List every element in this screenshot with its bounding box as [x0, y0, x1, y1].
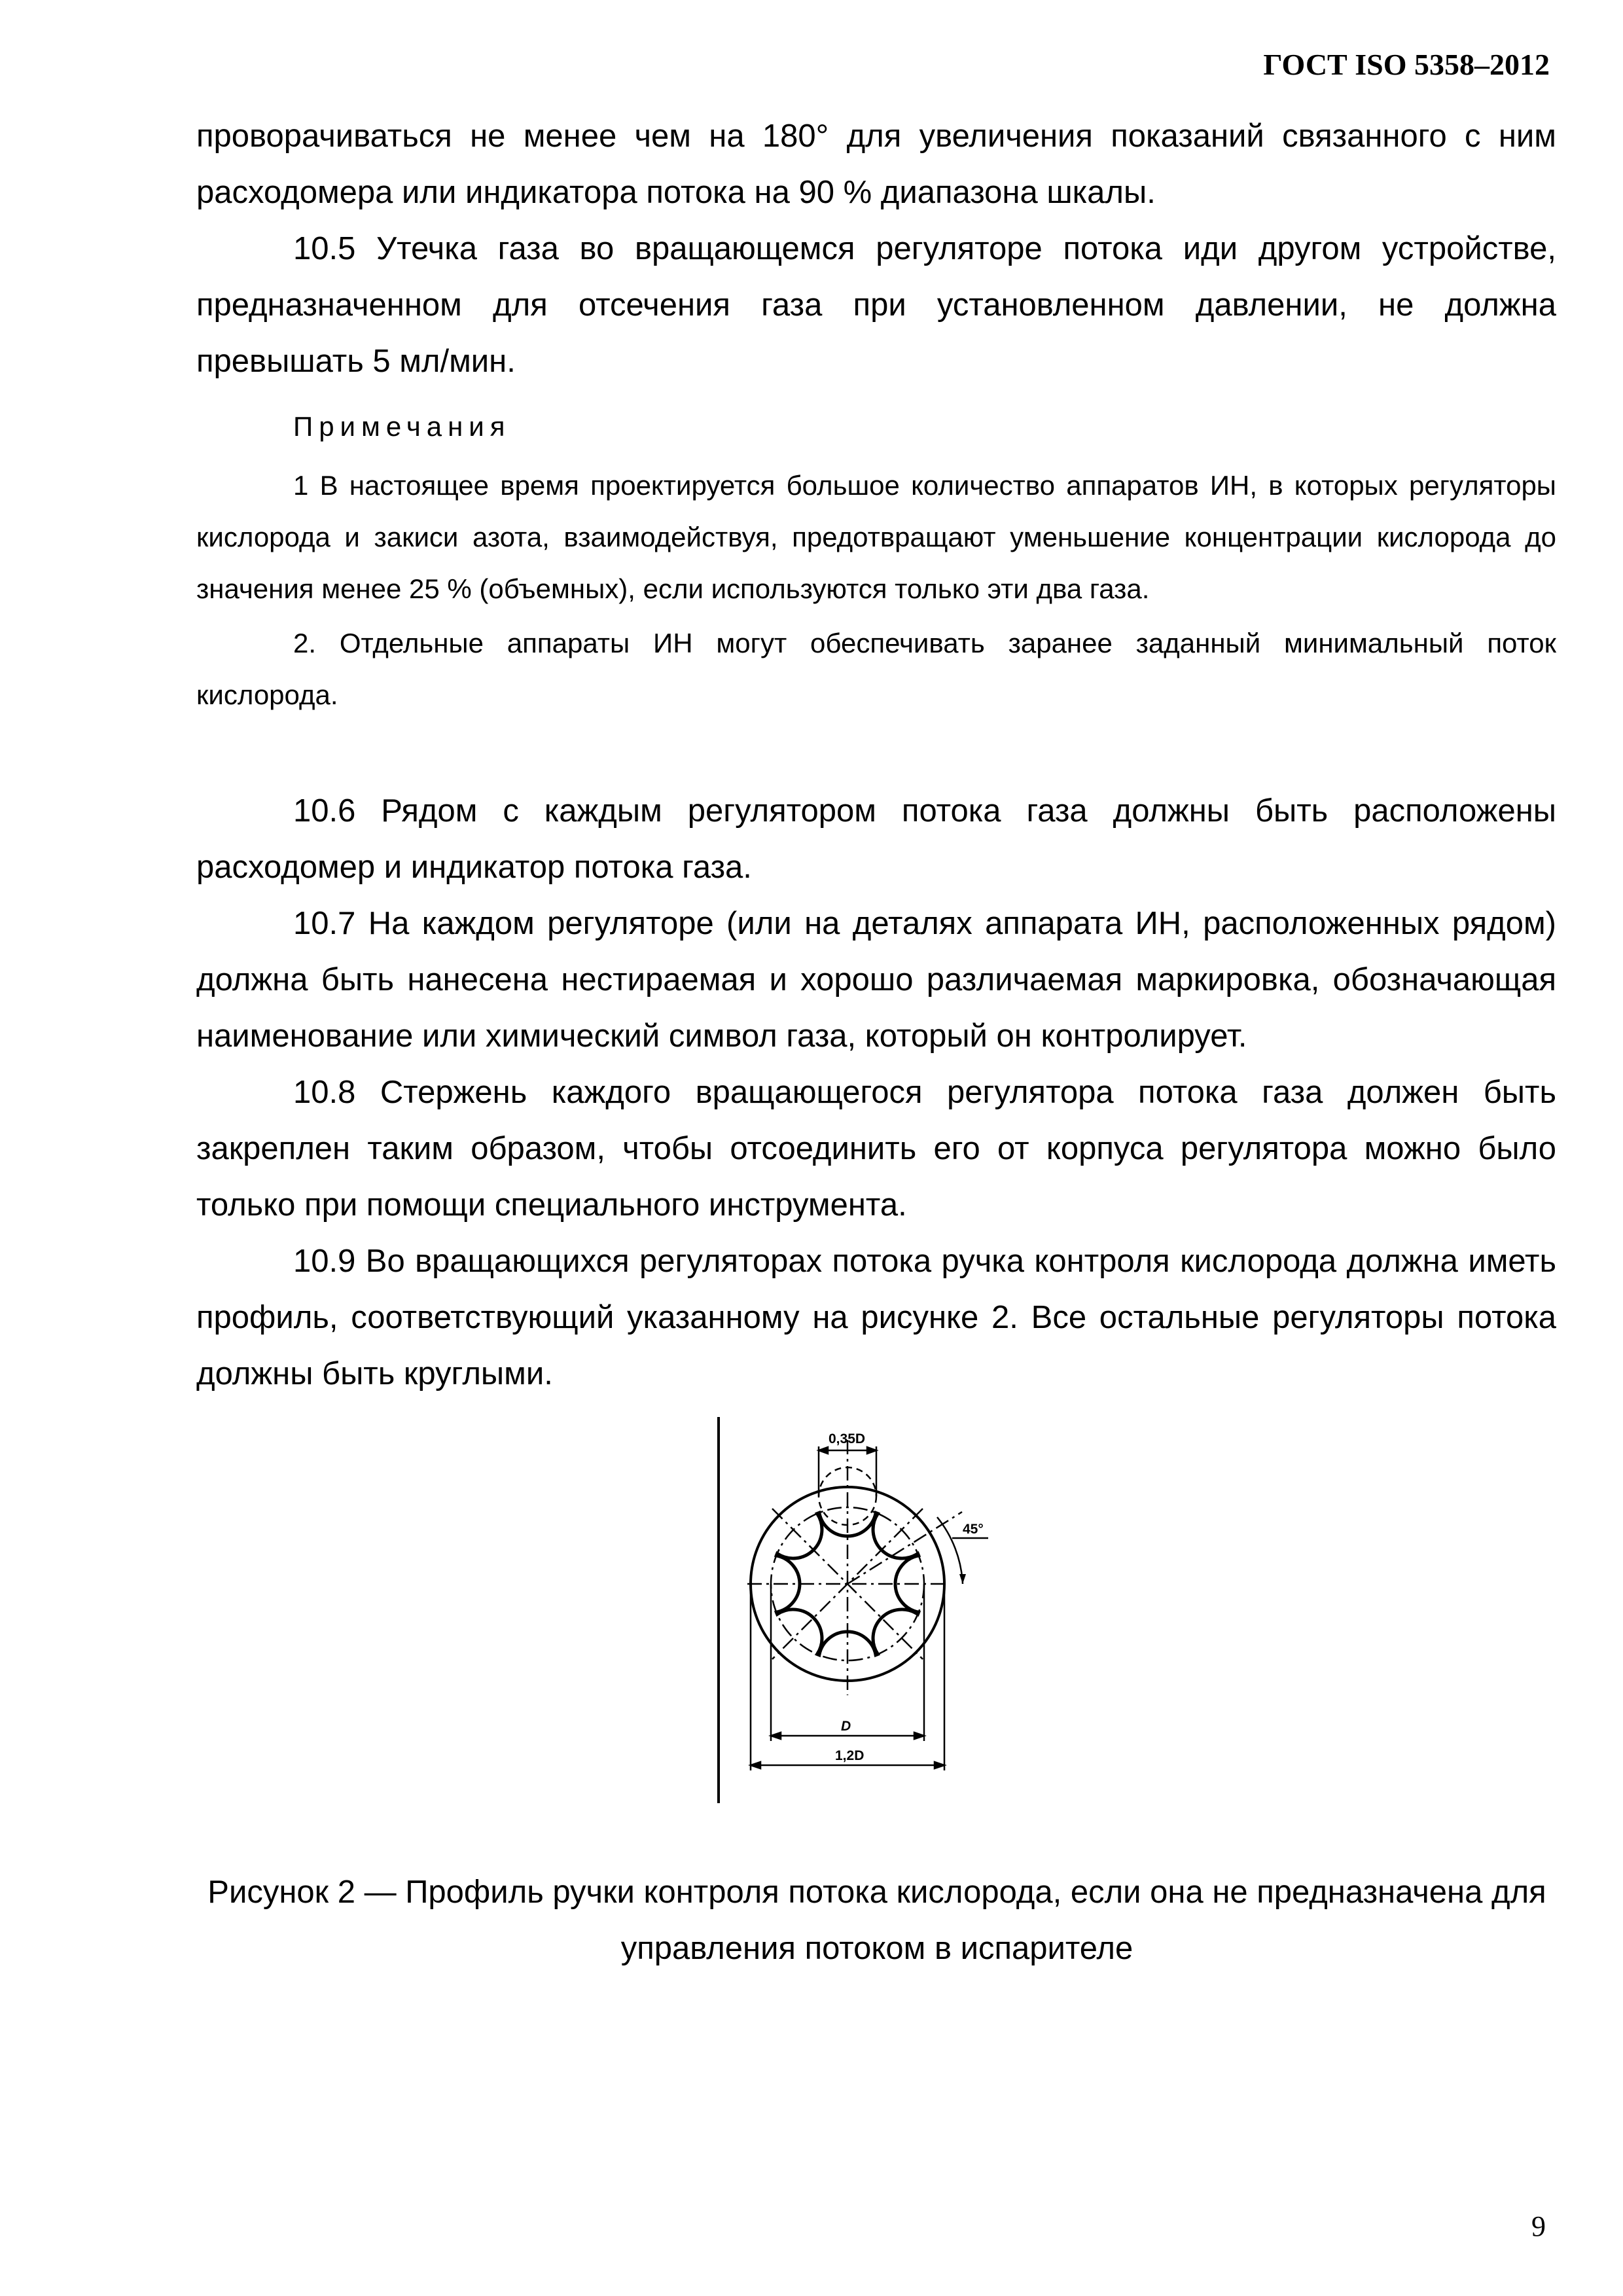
paragraph-10-5: 10.5 Утечка газа во вращающемся регуляторе потока иди другом устройстве, предназначенном для отсечения газа при установленном давлении, не должна превышать 5 мл/мин. — [196, 231, 1556, 379]
note-2: 2. Отдельные аппараты ИН могут обеспечивать заранее заданный минимальный поток кислорода. — [196, 628, 1556, 710]
angle-arrow — [959, 1574, 966, 1584]
paragraph-continuation: проворачиваться не менее чем на 180° для увеличения показаний связанного с ним расходомера или индикатора потока на 90 % диапазона шкалы. — [196, 118, 1556, 210]
label-12d: 1,2D — [835, 1748, 865, 1763]
page-number: 9 — [1531, 2210, 1546, 2242]
notes-block — [196, 459, 1556, 721]
paragraph-10-6: 10.6 Рядом с каждым регулятором потока газа должны быть расположены расходомер и индикатор потока газа. — [196, 793, 1556, 885]
note-1: 1 В настоящее время проектируется большое количество аппаратов ИН, в которых регуляторы кислорода и закиси азота, взаимодействуя, предотвращают уменьшение концентрации кислорода до значения менее 25 % (объемных), если используются только эти два газа. — [196, 470, 1556, 604]
figure-caption: Рисунок 2 — Профиль ручки контроля потока кислорода, если она не предназначена для управления потоком в испарителе — [207, 1874, 1546, 1966]
center-lines — [747, 1440, 962, 1695]
label-d: D — [841, 1719, 851, 1734]
notes-title: Примечания — [293, 411, 511, 442]
angle-arc-45 — [937, 1517, 963, 1584]
body-text-bottom — [196, 783, 1556, 1402]
document-header: ГОСТ ISO 5358–2012 — [1263, 48, 1550, 81]
body-text-top — [196, 108, 1556, 389]
knob-profile-figure — [707, 1414, 1021, 1806]
paragraph-10-7: 10.7 На каждом регуляторе (или на деталях аппарата ИН, расположенных рядом) должна быть нанесена нестираемая и хорошо различаемая маркировка, обозначающая наименование или химический символ газа, который он контролирует. — [196, 906, 1556, 1054]
label-45: 45° — [963, 1522, 984, 1537]
paragraph-10-9: 10.9 Во вращающихся регуляторах потока ручка контроля кислорода должна иметь профиль, соответствующий указанному на рисунке 2. Все остальные регуляторы потока должны быть круглыми. — [196, 1244, 1556, 1391]
label-035d: 0,35D — [829, 1431, 866, 1446]
paragraph-10-8: 10.8 Стержень каждого вращающегося регулятора потока газа должен быть закреплен таким образом, чтобы отсоединить его от корпуса регулятора можно было только при помощи специального инструмента. — [196, 1075, 1556, 1223]
